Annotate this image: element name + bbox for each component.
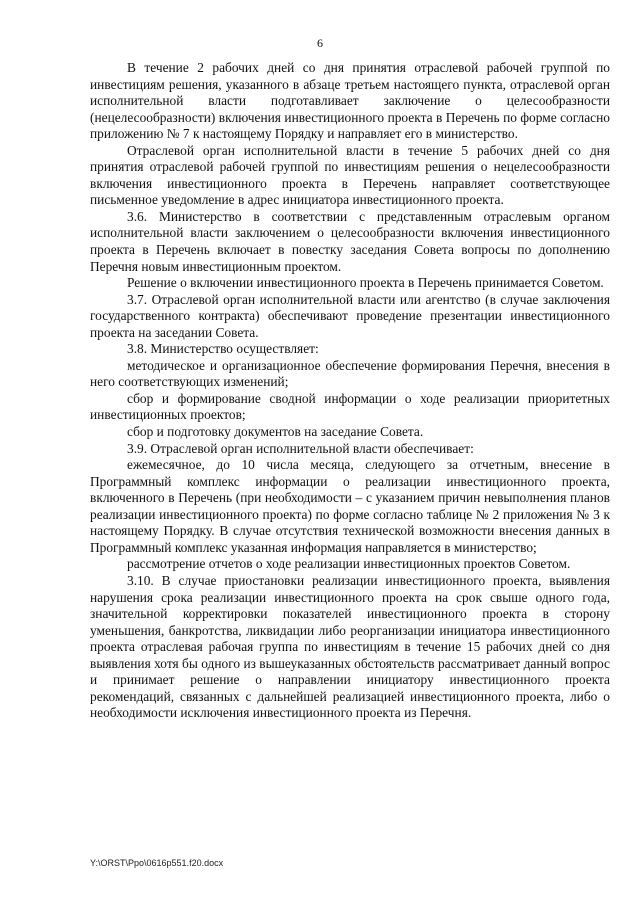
paragraph-3-6: 3.6. Министерство в соответствии с представленным отраслевым органом исполнительной власти заключением о целесообразности включения инвестиционного проекта в Перечень включает в повестку заседания Совета вопросы по дополнению Перечня новым инвестиционным проектом. — [90, 208, 610, 274]
page-number: 6 — [317, 36, 323, 50]
paragraph-3-8-item-2: сбор и формирование сводной информации о ходе реализации приоритетных инвестиционных проектов; — [90, 390, 610, 423]
paragraph-3-9: 3.9. Отраслевой орган исполнительной власти обеспечивает: — [127, 440, 474, 456]
paragraph-deadline-5-days: Отраслевой орган исполнительной власти в течение 5 рабочих дней со дня принятия отраслевой рабочей группой по инвестициям решения о нецелесообразности включения инвестиционного проекта в Перечень направляет соответствующее письменное уведомление в адрес инициатора инвестиционного проекта. — [90, 142, 610, 208]
paragraph-3-9-item-1: ежемесячное, до 10 числа месяца, следующего за отчетным, внесение в Программный комплекс информации о реализации инвестиционного проекта, включенного в Перечень (при необходимости – с указанием причин невыполнения планов реализации инвестиционного проекта) по форме согласно таблице № 2 приложения № 3 к настоящему Порядку. В случае отсутствия технической возможности внесения данных в Программный комплекс указанная информация направляется в министерство; — [90, 457, 610, 555]
paragraph-council-decision: Решение о включении инвестиционного проекта в Перечень принимается Советом. — [127, 275, 604, 291]
paragraph-3-8-item-1: методическое и организационное обеспечение формирования Перечня, внесения в него соответствующих изменений; — [90, 357, 610, 390]
file-path-footer: Y:\ORST\Ppo\0616p551.f20.docx — [90, 858, 224, 868]
paragraph-3-10: 3.10. В случае приостановки реализации инвестиционного проекта, выявления нарушения срока реализации инвестиционного проекта на срок свыше одного года, значительной корректировки показателей инвестиционного проекта в сторону уменьшения, банкротства, ликвидации либо реорганизации инициатора инвестиционного проекта отраслевая рабочая группа по инвестициям в течение 15 рабочих дней со дня выявления хотя бы одного из вышеуказанных обстоятельств рассматривает данный вопрос и принимает решение о направлении инициатору инвестиционного проекта рекомендаций, связанных с дальнейшей реализацией инвестиционного проекта, либо о необходимости исключения инвестиционного проекта из Перечня. — [90, 572, 610, 721]
paragraph-3-8: 3.8. Министерство осуществляет: — [127, 341, 319, 357]
paragraph-3-9-item-2: рассмотрение отчетов о ходе реализации инвестиционных проектов Советом. — [127, 556, 571, 572]
paragraph-3-7: 3.7. Отраслевой орган исполнительной власти или агентство (в случае заключения государственного контракта) обеспечивают проведение презентации инвестиционного проекта на заседании Совета. — [90, 291, 610, 340]
paragraph-deadline-2-days: В течение 2 рабочих дней со дня принятия отраслевой рабочей группой по инвестициям решения, указанного в абзаце третьем настоящего пункта, отраслевой орган исполнительной власти подготавливает заключение о целесообразности (нецелесообразности) включения инвестиционного проекта в Перечень по форме согласно приложению № 7 к настоящему Порядку и направляет его в министерство. — [90, 60, 610, 142]
document-body — [90, 60, 610, 722]
paragraph-3-8-item-3: сбор и подготовку документов на заседание Совета. — [127, 424, 424, 440]
